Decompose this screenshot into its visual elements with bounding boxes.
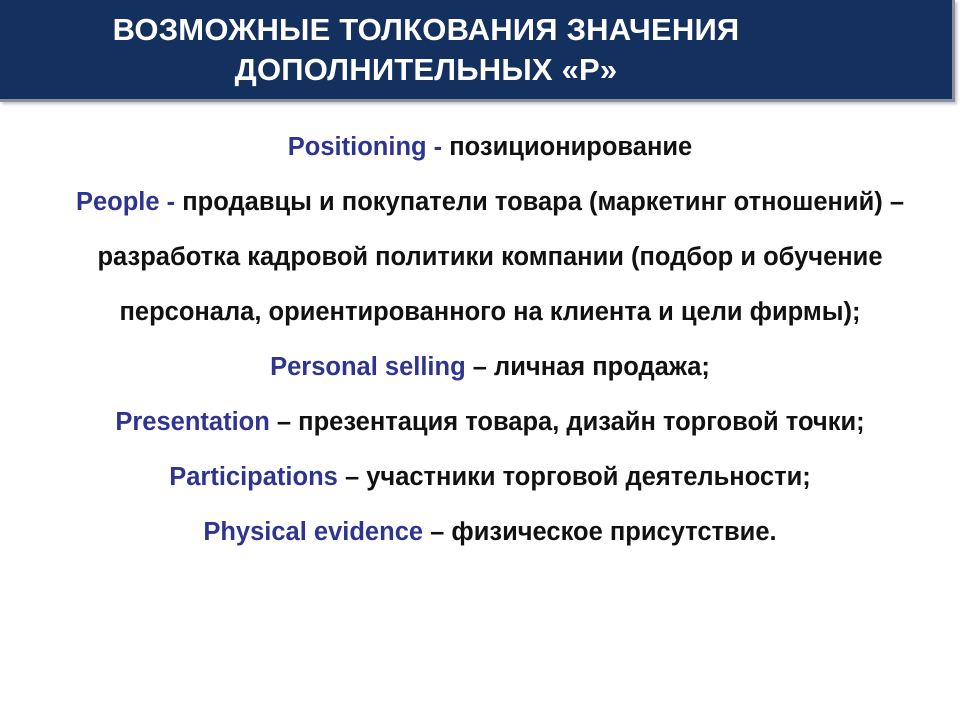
term-physical-evidence: Physical evidence bbox=[203, 518, 424, 546]
list-item-personal-selling bbox=[40, 340, 940, 395]
term-presentation: Presentation bbox=[115, 408, 270, 436]
list-item-people bbox=[40, 175, 940, 340]
slide-title-line-2: ДОПОЛНИТЕЛЬНЫХ «Р» bbox=[234, 51, 618, 87]
list-item-presentation bbox=[40, 395, 940, 450]
desc-personal-selling: – личная продажа; bbox=[465, 353, 710, 381]
term-people: People - bbox=[75, 188, 176, 216]
list-item-participations bbox=[40, 450, 940, 505]
slide-title-line-1: ВОЗМОЖНЫЕ ТОЛКОВАНИЯ ЗНАЧЕНИЯ bbox=[112, 11, 740, 47]
list-item-physical-evidence bbox=[40, 505, 940, 560]
term-positioning: Positioning - bbox=[287, 133, 443, 161]
term-participations: Participations bbox=[169, 463, 338, 491]
desc-positioning: позиционирование bbox=[442, 133, 693, 161]
term-personal-selling: Personal selling bbox=[270, 353, 466, 381]
slide-title bbox=[113, 10, 740, 90]
desc-people: продавцы и покупатели товара (маркетинг отношений) – разработка кадровой политики компании (подбор и обучение персонала, ориентированного на клиента и цели фирмы); bbox=[97, 188, 905, 326]
list-item-positioning bbox=[40, 120, 940, 175]
desc-presentation: – презентация товара, дизайн торговой точки; bbox=[269, 408, 865, 436]
desc-physical-evidence: – физическое присутствие. bbox=[423, 518, 777, 546]
desc-participations: – участники торговой деятельности; bbox=[337, 463, 811, 491]
slide-title-bar bbox=[0, 0, 955, 102]
slide-content bbox=[40, 120, 940, 560]
